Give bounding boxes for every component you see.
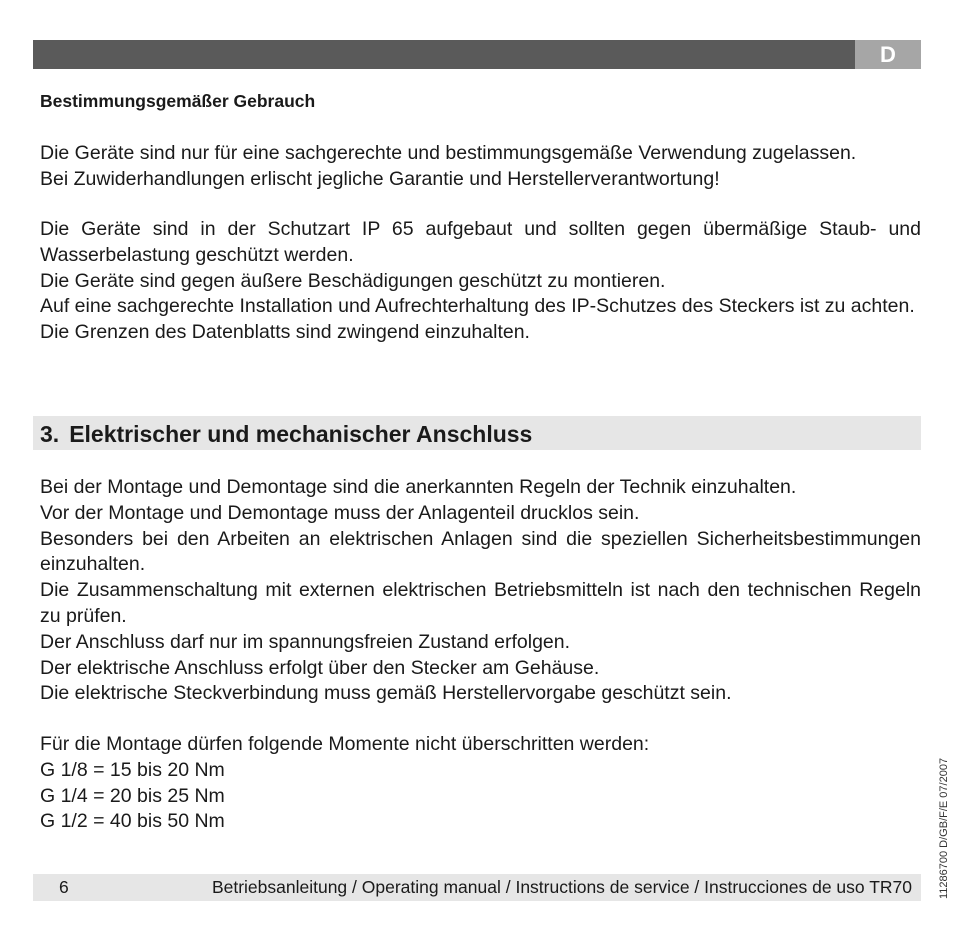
torque-list (40, 732, 921, 835)
footer-title: Betriebsanleitung / Operating manual / Instructions de service / Instrucciones de uso TR70 (211, 877, 912, 897)
torque-item: G 1/2 = 40 bis 50 Nm (40, 810, 225, 833)
document-code: 11286700 D/GB/F/E 07/2007 (938, 757, 950, 899)
intended-use-heading: Bestimmungsgemäßer Gebrauch (40, 91, 316, 111)
connection-paragraph (40, 475, 921, 707)
section-title-text: Elektrischer und mechanischer Anschluss (69, 421, 533, 447)
paragraph-line: Vor der Montage und Demontage muss der Anlagenteil drucklos sein. (40, 501, 640, 524)
torque-item: G 1/4 = 20 bis 25 Nm (40, 784, 225, 807)
paragraph-line: Der elektrische Anschluss erfolgt über den Stecker am Gehäuse. (40, 656, 600, 679)
paragraph-line: Besonders bei den Arbeiten an elektrischen Anlagen sind die speziellen Sicherheitsbestimmungen einzuhalten. (40, 527, 921, 576)
paragraph-line: Die Geräte sind nur für eine sachgerechte und bestimmungsgemäße Verwendung zugelassen. (40, 142, 857, 164)
section-title (40, 416, 532, 452)
intended-use-paragraph-1 (40, 141, 921, 193)
intended-use-section (40, 91, 921, 112)
paragraph-line: Die Geräte sind in der Schutzart IP 65 aufgebaut und sollten gegen übermäßige Staub- und Wasserbelastung geschützt werden. (40, 218, 921, 266)
section-heading-bar (33, 416, 921, 450)
torque-item: G 1/8 = 15 bis 20 Nm (40, 758, 225, 781)
intended-use-paragraph-2 (40, 217, 921, 346)
paragraph-line: Die Grenzen des Datenblatts sind zwingend einzuhalten. (40, 321, 530, 344)
torque-intro: Für die Montage dürfen folgende Momente nicht überschritten werden: (40, 733, 650, 755)
language-tab: D (855, 40, 921, 69)
paragraph-line: Bei der Montage und Demontage sind die anerkannten Regeln der Technik einzuhalten. (40, 476, 797, 498)
section-number: 3. (40, 421, 60, 447)
paragraph-line: Der Anschluss darf nur im spannungsfreien Zustand erfolgen. (40, 630, 571, 653)
page-footer (33, 874, 921, 901)
paragraph-line: Die Zusammenschaltung mit externen elektrischen Betriebsmitteln ist nach den technischen Regeln zu prüfen. (40, 579, 921, 627)
paragraph-line: Die Geräte sind gegen äußere Beschädigungen geschützt zu montieren. (40, 269, 666, 292)
paragraph-line: Bei Zuwiderhandlungen erlischt jegliche Garantie und Herstellerverantwortung! (40, 167, 720, 190)
header-bar (33, 40, 921, 69)
page-number: 6 (59, 877, 69, 897)
paragraph-line: Auf eine sachgerechte Installation und Aufrechterhaltung des IP-Schutzes des Steckers ist zu achten. (40, 295, 915, 318)
paragraph-line: Die elektrische Steckverbindung muss gemäß Herstellervorgabe geschützt sein. (40, 682, 732, 705)
